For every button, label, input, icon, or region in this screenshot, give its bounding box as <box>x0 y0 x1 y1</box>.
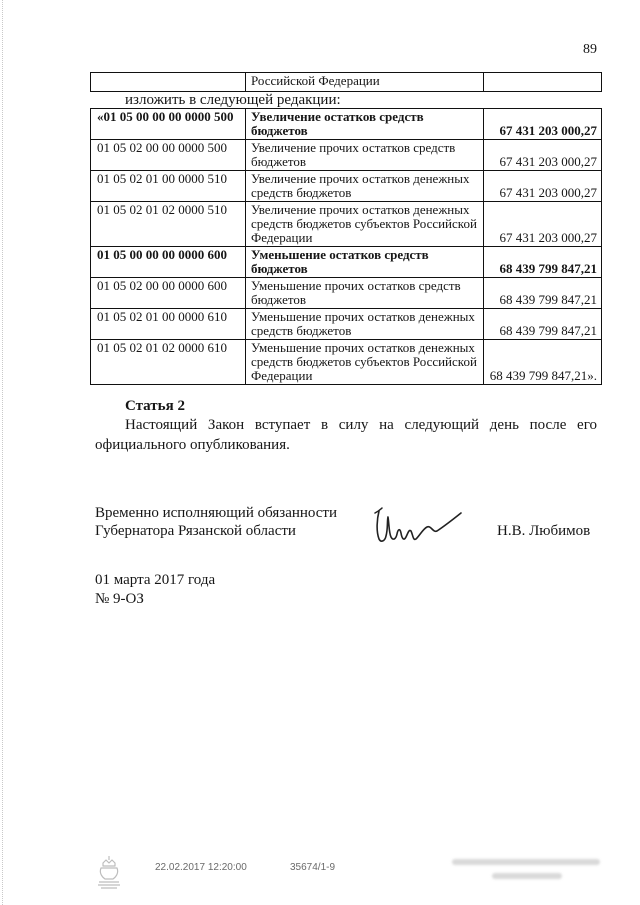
law-number: № 9-ОЗ <box>95 591 144 607</box>
amount: 67 431 203 000,27 <box>484 171 602 202</box>
article-title: Статья 2 <box>125 398 185 414</box>
budget-code: 01 05 02 01 00 0000 510 <box>91 171 246 202</box>
signatory-position-line1: Временно исполняющий обязанности <box>95 505 338 521</box>
handwritten-signature <box>373 503 463 549</box>
item-name: Уменьшение остатков средств бюджетов <box>246 247 484 278</box>
amount: 68 439 799 847,21». <box>484 340 602 385</box>
item-name: Увеличение прочих остатков средств бюджетов <box>246 140 484 171</box>
emblem-stamp-icon <box>93 855 125 889</box>
scan-edge-marks <box>2 0 3 905</box>
item-name: Российской Федерации <box>246 73 484 92</box>
table-row <box>91 340 602 385</box>
sources-table <box>90 108 602 385</box>
amount: 68 439 799 847,21 <box>484 247 602 278</box>
item-name: Уменьшение прочих остатков денежных средств бюджетов <box>246 309 484 340</box>
signatory-name: Н.В. Любимов <box>497 523 591 539</box>
footer-document-id: 35674/1-9 <box>290 862 336 873</box>
signature-block <box>95 504 601 540</box>
table-row <box>91 171 602 202</box>
footer-timestamp: 22.02.2017 12:20:00 <box>155 862 247 873</box>
law-details <box>95 571 601 609</box>
table-row <box>91 73 602 92</box>
faint-registration-stamp <box>452 856 600 884</box>
table-row <box>91 202 602 247</box>
amount: 67 431 203 000,27 <box>484 109 602 140</box>
amount: 67 431 203 000,27 <box>484 202 602 247</box>
item-name: Увеличение остатков средств бюджетов <box>246 109 484 140</box>
page-number: 89 <box>583 42 597 57</box>
item-name: Увеличение прочих остатков денежных средств бюджетов субъектов Российской Федерации <box>246 202 484 247</box>
budget-code <box>91 73 246 92</box>
budget-code: 01 05 02 01 02 0000 510 <box>91 202 246 247</box>
amount: 68 439 799 847,21 <box>484 309 602 340</box>
item-name: Уменьшение прочих остатков денежных средств бюджетов субъектов Российской Федерации <box>246 340 484 385</box>
budget-code: «01 05 00 00 00 0000 500 <box>91 109 246 140</box>
table-row <box>91 140 602 171</box>
budget-code: 01 05 02 01 00 0000 610 <box>91 309 246 340</box>
intro-text: изложить в следующей редакции: <box>125 92 341 108</box>
document-body <box>90 72 601 609</box>
amount: 67 431 203 000,27 <box>484 140 602 171</box>
item-name: Уменьшение прочих остатков средств бюджетов <box>246 278 484 309</box>
amount <box>484 73 602 92</box>
table-row <box>91 109 602 140</box>
table-row <box>91 247 602 278</box>
signatory-position-line2: Губернатора Рязанской области <box>95 523 296 539</box>
budget-code: 01 05 02 01 02 0000 610 <box>91 340 246 385</box>
previous-table-fragment <box>90 72 602 92</box>
budget-code: 01 05 02 00 00 0000 500 <box>91 140 246 171</box>
item-name: Увеличение прочих остатков денежных средств бюджетов <box>246 171 484 202</box>
table-row <box>91 309 602 340</box>
article-text: Настоящий Закон вступает в силу на следующий день после его официального опубликования. <box>95 417 597 453</box>
budget-code: 01 05 00 00 00 0000 600 <box>91 247 246 278</box>
law-date: 01 марта 2017 года <box>95 572 216 588</box>
amount: 68 439 799 847,21 <box>484 278 602 309</box>
table-row <box>91 278 602 309</box>
budget-code: 01 05 02 00 00 0000 600 <box>91 278 246 309</box>
